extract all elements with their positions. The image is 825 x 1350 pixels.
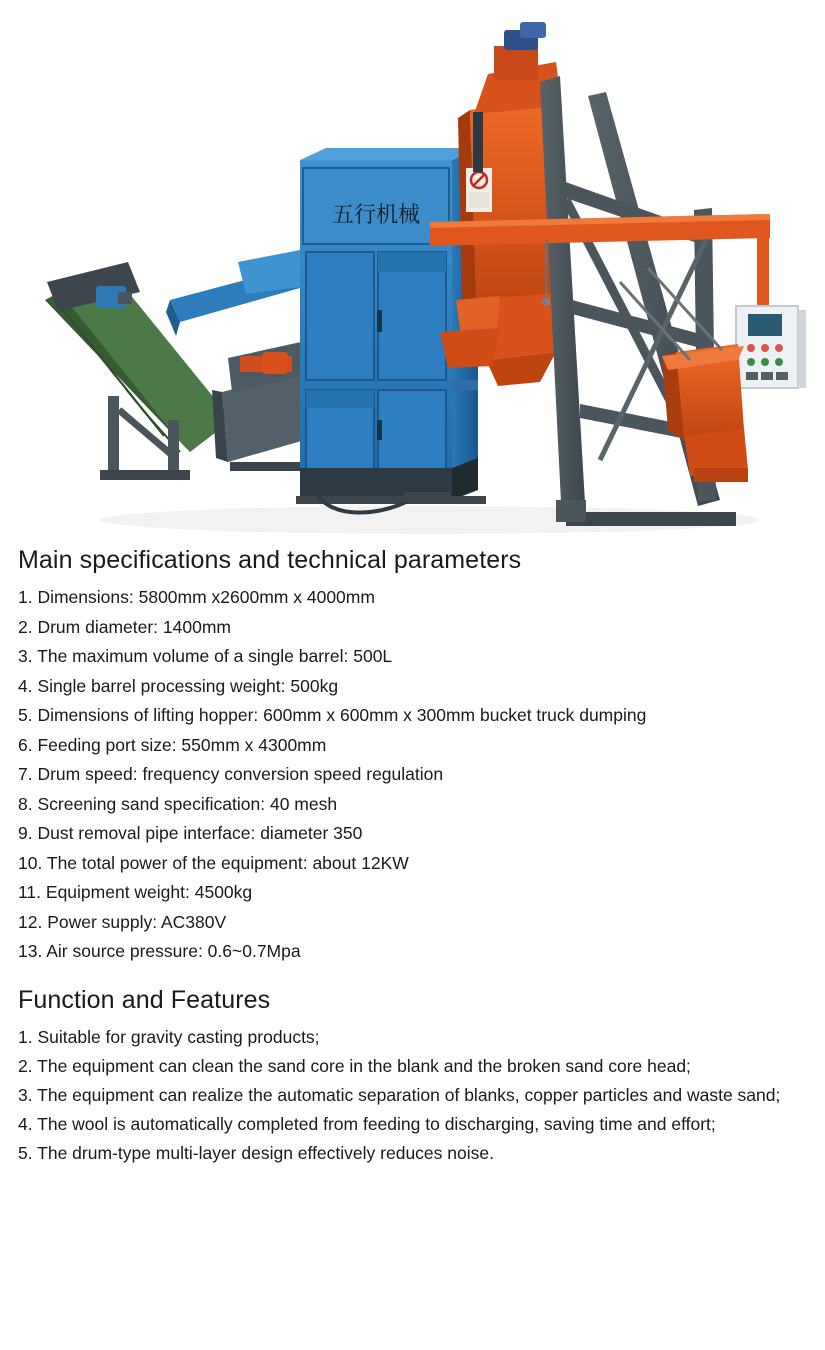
list-item: 12. Power supply: AC380V [18,911,227,932]
list-item: 8. Screening sand specification: 40 mesh [18,793,338,814]
specifications-section [0,545,825,1168]
list-item: 2. Drum diameter: 1400mm [18,616,231,637]
list-item: 3. The equipment can realize the automatic separation of blanks, copper particles and waste sand; [18,1084,781,1105]
list-item: 3. The maximum volume of a single barrel: 500L [18,646,393,666]
features-list [18,1023,807,1168]
main-cabinet [166,148,486,504]
section-divider [18,967,807,985]
list-item: 11. Equipment weight: 4500kg [18,882,253,902]
specifications-list [18,583,807,967]
brand-plate-text: 五行机械 [331,203,421,228]
control-panel [736,306,806,388]
list-item: 6. Feeding port size: 550mm x 4300mm [18,734,327,755]
list-item: 7. Drum speed: frequency conversion speed regulation [18,764,444,784]
specifications-title: Main specifications and technical parameters [18,546,522,574]
product-image [0,0,825,545]
list-item: 1. Suitable for gravity casting products; [18,1026,320,1047]
features-section [18,985,807,1168]
list-item: 1. Dimensions: 5800mm x2600mm x 4000mm [18,587,375,607]
features-title: Function and Features [18,985,271,1014]
list-item: 9. Dust removal pipe interface: diameter 350 [18,823,363,843]
list-item: 5. Dimensions of lifting hopper: 600mm x 600mm x 300mm bucket truck dumping [18,705,647,725]
list-item: 13. Air source pressure: 0.6~0.7Mpa [18,941,301,961]
list-item: 2. The equipment can clean the sand core in the blank and the broken sand core head; [18,1055,691,1076]
list-item: 4. Single barrel processing weight: 500kg [18,675,339,696]
list-item: 4. The wool is automatically completed from feeding to discharging, saving time and effort; [18,1113,716,1134]
list-item: 5. The drum-type multi-layer design effectively reduces noise. [18,1142,494,1163]
list-item: 10. The total power of the equipment: about 12KW [18,852,409,873]
